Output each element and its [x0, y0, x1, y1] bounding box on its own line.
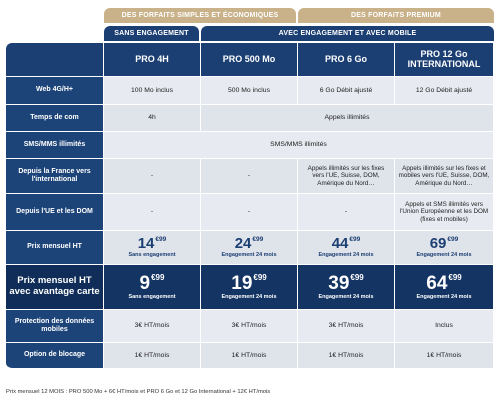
row-label-blocking: Option de blocage	[6, 343, 104, 369]
table-cell: -	[104, 194, 201, 231]
plan-name: PRO 4H	[104, 43, 201, 77]
table-cell: -	[201, 194, 298, 231]
price-cents: €99	[447, 236, 459, 244]
table-cell: Appels illimités sur les fixes vers l'UE, Suisse, DOM, Amérique du Nord…	[298, 159, 395, 194]
card-price-note: Engagement 24 mois	[318, 293, 374, 300]
card-price-note: Sans engagement	[128, 293, 176, 300]
price-note: Engagement 24 mois	[318, 252, 374, 259]
table-cell: -	[201, 159, 298, 194]
table-cell: 12 Go Débit ajusté	[395, 77, 494, 105]
table-cell: 4h	[104, 105, 201, 132]
card-price-cents: €99	[253, 272, 267, 282]
table-cell: 3€ HT/mois	[298, 310, 395, 343]
price-cell	[298, 231, 395, 265]
card-price-amount: 19	[231, 272, 253, 294]
price-amount: 24	[234, 235, 252, 253]
table-cell: 1€ HT/mois	[201, 343, 298, 369]
table-cell: Inclus	[395, 310, 494, 343]
card-price-cell	[298, 265, 395, 310]
price-amount: 44	[331, 235, 349, 253]
card-price-note: Engagement 24 mois	[221, 293, 277, 300]
row-label-web: Web 4G/H+	[6, 77, 104, 105]
row-label-data-protection: Protection des données mobiles	[6, 310, 104, 343]
plans-comparison-table	[6, 8, 494, 369]
row-label-sms: SMS/MMS illimités	[6, 132, 104, 159]
price-note: Engagement 24 mois	[221, 252, 277, 259]
card-price-note: Engagement 24 mois	[416, 293, 472, 300]
price-note: Engagement 24 mois	[416, 252, 472, 259]
plan-name: PRO 12 Go INTERNATIONAL	[395, 43, 494, 77]
card-price-amount: 39	[328, 272, 350, 294]
table-cell: 3€ HT/mois	[104, 310, 201, 343]
plan-header-empty	[6, 43, 104, 77]
commitment-header: AVEC ENGAGEMENT ET AVEC MOBILE	[201, 26, 494, 41]
table-cell: Appels et SMS illimités vers l'Union Européenne et les DOM (fixes et mobiles)	[395, 194, 494, 231]
table-cell: -	[298, 194, 395, 231]
table-cell: 3€ HT/mois	[201, 310, 298, 343]
price-cents: €99	[349, 236, 361, 244]
row-label-call-time: Temps de com	[6, 105, 104, 132]
price-cents: €99	[252, 236, 264, 244]
card-price-amount: 9	[139, 272, 151, 294]
card-price-cell	[395, 265, 494, 310]
table-cell: -	[104, 159, 201, 194]
card-price-cell	[104, 265, 201, 310]
card-price-cell	[201, 265, 298, 310]
group-simple-header: DES FORFAITS SIMPLES ET ÉCONOMIQUES	[104, 8, 296, 23]
price-amount: 14	[137, 235, 155, 253]
card-price-cents: €99	[151, 272, 165, 282]
price-cell	[395, 231, 494, 265]
plan-name: PRO 6 Go	[298, 43, 395, 77]
footnote: Prix mensuel 12 MOIS : PRO 500 Mo + 6€ HT/mois et PRO 6 Go et 12 Go International + 12€ HT/mois	[6, 389, 271, 395]
group-premium-header: DES FORFAITS PREMIUM	[298, 8, 494, 23]
table-cell: 6 Go Débit ajusté	[298, 77, 395, 105]
row-label-international: Depuis la France vers l'international	[6, 159, 104, 194]
table-cell: 500 Mo inclus	[201, 77, 298, 105]
empty-corner	[6, 8, 104, 25]
table-cell: 1€ HT/mois	[104, 343, 201, 369]
price-cell	[201, 231, 298, 265]
card-price-cents: €99	[448, 272, 462, 282]
price-cell	[104, 231, 201, 265]
table-cell: Appels illimités sur les fixes et mobiles vers l'UE, Suisse, DOM, Amérique du Nord…	[395, 159, 494, 194]
row-label-eu-dom: Depuis l'UE et les DOM	[6, 194, 104, 231]
no-commitment-header: SANS ENGAGEMENT	[104, 26, 199, 41]
table-cell: 100 Mo inclus	[104, 77, 201, 105]
empty-corner-2	[6, 26, 104, 43]
plan-name: PRO 500 Mo	[201, 43, 298, 77]
price-note: Sans engagement	[128, 252, 176, 259]
price-amount: 69	[429, 235, 447, 253]
table-cell: Appels illimités	[201, 105, 494, 132]
table-cell: SMS/MMS illimités	[104, 132, 494, 159]
table-cell: 1€ HT/mois	[298, 343, 395, 369]
card-price-cents: €99	[350, 272, 364, 282]
price-cents: €99	[155, 236, 167, 244]
row-label-monthly-price: Prix mensuel HT	[6, 231, 104, 265]
card-price-amount: 64	[426, 272, 448, 294]
table-cell: 1€ HT/mois	[395, 343, 494, 369]
row-label-card-price: Prix mensuel HT avec avantage carte	[6, 265, 104, 310]
